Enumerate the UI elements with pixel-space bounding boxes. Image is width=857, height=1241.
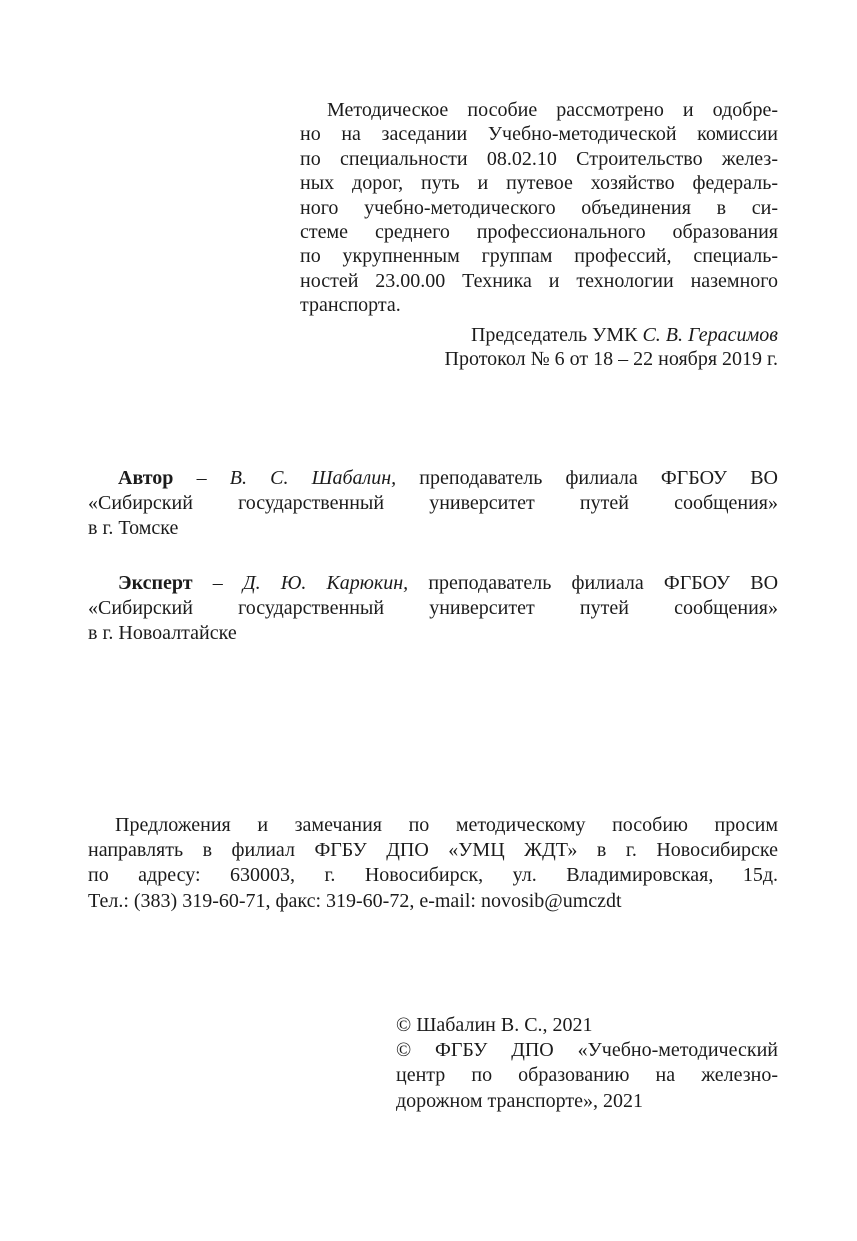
expert-paragraph bbox=[88, 571, 778, 647]
approval-line-6: стеме среднего профессионального образования bbox=[300, 221, 778, 244]
author-separator: – bbox=[173, 467, 230, 489]
author-line-1 bbox=[88, 466, 778, 491]
approval-line-8: ностей 23.00.00 Техника и технологии наземного bbox=[300, 269, 778, 292]
copyright-line-3: центр по образованию на железно- bbox=[396, 1064, 778, 1087]
author-name: В. С. Шабалин, bbox=[229, 467, 397, 489]
approval-line-3: по специальности 08.02.10 Строительство желез- bbox=[300, 147, 778, 170]
expert-line-2: «Сибирский государственный университет путей сообщения» bbox=[88, 597, 778, 620]
expert-separator: – bbox=[192, 572, 243, 594]
author-line-2: «Сибирский государственный университет путей сообщения» bbox=[88, 492, 778, 515]
protocol-line: Протокол № 6 от 18 – 22 ноября 2019 г. bbox=[444, 348, 778, 371]
copyright-line-1: © Шабалин В. С., 2021 bbox=[396, 1014, 593, 1036]
author-role: преподаватель филиала ФГБОУ ВО bbox=[396, 467, 778, 489]
approval-line-9: транспорта. bbox=[300, 294, 401, 317]
feedback-line-1: Предложения и замечания по методическому пособию просим bbox=[115, 814, 778, 836]
approval-line-7: по укрупненным группам профессий, специаль- bbox=[300, 245, 778, 268]
approval-line-2: но на заседании Учебно-методической комиссии bbox=[300, 123, 778, 146]
expert-line-3: в г. Новоалтайске bbox=[88, 622, 237, 645]
author-label: Автор bbox=[118, 467, 174, 489]
chair-line bbox=[300, 323, 778, 347]
feedback-paragraph bbox=[88, 813, 778, 914]
copyright-line-2: © ФГБУ ДПО «Учебно-методический bbox=[396, 1039, 778, 1062]
feedback-line-4: Тел.: (383) 319-60-71, факс: 319-60-72, e-mail: novosib@umczdt bbox=[88, 889, 622, 912]
approval-line-4: ных дорог, путь и путевое хозяйство федераль- bbox=[300, 172, 778, 195]
chair-name: С. В. Герасимов bbox=[642, 324, 778, 346]
copyright-block bbox=[396, 1013, 778, 1114]
feedback-line-2: направлять в филиал ФГБУ ДПО «УМЦ ЖДТ» в г. Новосибирске bbox=[88, 839, 778, 862]
approval-paragraph bbox=[300, 98, 778, 318]
expert-label: Эксперт bbox=[118, 572, 193, 594]
copyright-line-4: дорожном транспорте», 2021 bbox=[396, 1089, 643, 1112]
signature-block bbox=[300, 323, 778, 372]
feedback-line-3: по адресу: 630003, г. Новосибирск, ул. Владимировская, 15д. bbox=[88, 864, 778, 887]
approval-line-5: ного учебно-методического объединения в си- bbox=[300, 196, 778, 219]
author-line-3: в г. Томске bbox=[88, 517, 179, 540]
author-paragraph bbox=[88, 466, 778, 542]
expert-role: преподаватель филиала ФГБОУ ВО bbox=[408, 572, 779, 594]
approval-line-1: Методическое пособие рассмотрено и одобре- bbox=[327, 99, 778, 121]
chair-label: Председатель УМК bbox=[470, 324, 643, 346]
expert-name: Д. Ю. Карюкин, bbox=[242, 572, 409, 594]
expert-line-1 bbox=[88, 571, 778, 596]
